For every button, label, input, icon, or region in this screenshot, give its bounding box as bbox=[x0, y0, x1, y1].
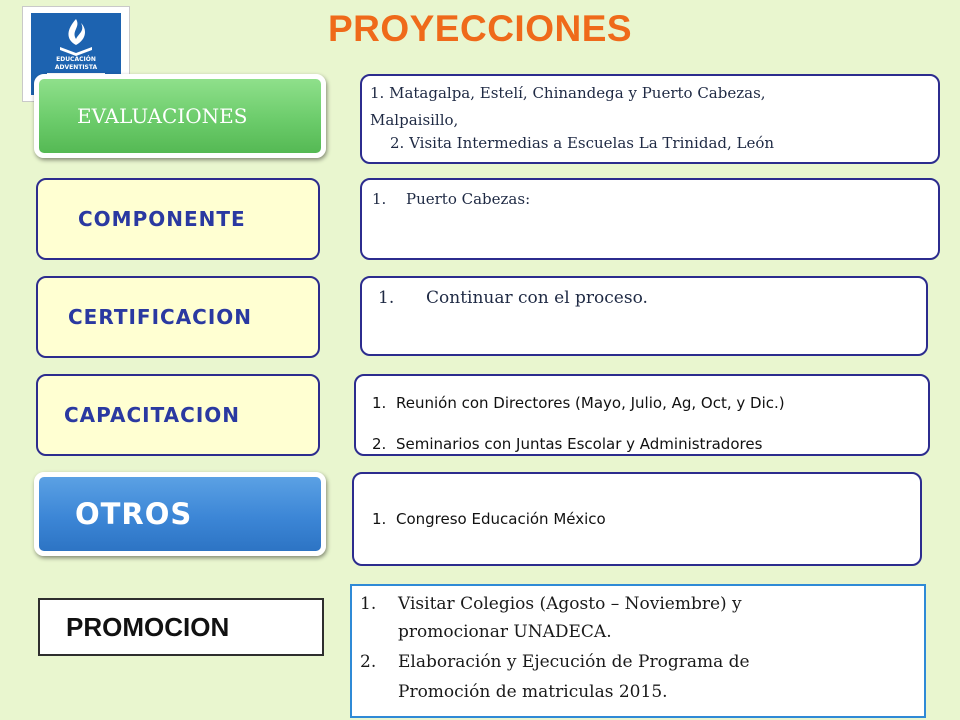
promocion-item-2-num: 2. bbox=[360, 652, 377, 672]
label-evaluaciones-text: EVALUACIONES bbox=[77, 104, 248, 128]
evaluaciones-line-3: 2. Visita Intermedias a Escuelas La Trinidad, León bbox=[390, 134, 775, 152]
box-otros bbox=[352, 472, 922, 566]
box-componente bbox=[360, 178, 940, 260]
label-componente bbox=[36, 178, 320, 260]
otros-item-1 bbox=[372, 510, 606, 528]
label-certificacion-text: CERTIFICACION bbox=[68, 305, 253, 329]
componente-item-1-num: 1. bbox=[372, 190, 387, 208]
otros-item-1-num: 1. bbox=[372, 510, 387, 528]
label-promocion-text: PROMOCION bbox=[66, 611, 230, 642]
logo-line-2: ADVENTISTA bbox=[54, 64, 98, 71]
page-title: PROYECCIONES bbox=[327, 8, 633, 49]
componente-item-1 bbox=[372, 190, 530, 208]
promocion-item-1 bbox=[360, 594, 742, 614]
label-componente-text: COMPONENTE bbox=[78, 207, 246, 231]
flame-book-icon bbox=[57, 17, 95, 57]
label-otros bbox=[34, 472, 326, 556]
box-evaluaciones bbox=[360, 74, 940, 164]
box-certificacion bbox=[360, 276, 928, 356]
capacitacion-item-2-num: 2. bbox=[372, 435, 387, 453]
label-capacitacion-text: CAPACITACION bbox=[64, 403, 241, 427]
label-capacitacion bbox=[36, 374, 320, 456]
evaluaciones-line-1: 1. Matagalpa, Estelí, Chinandega y Puerto Cabezas, bbox=[370, 84, 766, 102]
box-capacitacion bbox=[354, 374, 930, 456]
promocion-item-2 bbox=[360, 652, 750, 672]
box-promocion bbox=[350, 584, 926, 718]
evaluaciones-line-2: Malpaisillo, bbox=[370, 111, 459, 129]
promocion-item-1-num: 1. bbox=[360, 594, 377, 614]
capacitacion-item-1-text: Reunión con Directores (Mayo, Julio, Ag, Oct, y Dic.) bbox=[396, 394, 785, 412]
label-otros-text: OTROS bbox=[75, 497, 193, 531]
componente-item-1-text: Puerto Cabezas: bbox=[406, 190, 531, 208]
logo-line-1: EDUCACIÓN bbox=[56, 56, 96, 63]
otros-item-1-text: Congreso Educación México bbox=[396, 510, 606, 528]
label-certificacion bbox=[36, 276, 320, 358]
label-evaluaciones bbox=[34, 74, 326, 158]
promocion-item-1-line-1: Visitar Colegios (Agosto – Noviembre) y bbox=[398, 594, 742, 614]
certificacion-item-1-num: 1. bbox=[378, 288, 395, 308]
certificacion-item-1 bbox=[378, 288, 648, 308]
capacitacion-item-1 bbox=[372, 394, 785, 412]
promocion-item-2-line-1: Elaboración y Ejecución de Programa de bbox=[398, 652, 750, 672]
capacitacion-item-2 bbox=[372, 435, 762, 453]
promocion-item-2-line-2: Promoción de matriculas 2015. bbox=[398, 682, 668, 702]
label-promocion bbox=[38, 598, 324, 656]
certificacion-item-1-text: Continuar con el proceso. bbox=[426, 288, 648, 308]
capacitacion-item-2-text: Seminarios con Juntas Escolar y Administradores bbox=[396, 435, 763, 453]
capacitacion-item-1-num: 1. bbox=[372, 394, 387, 412]
promocion-item-1-line-2: promocionar UNADECA. bbox=[398, 622, 612, 642]
